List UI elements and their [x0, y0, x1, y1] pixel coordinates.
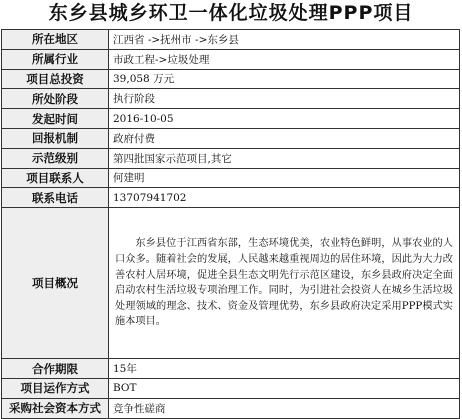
- row-value: 竞争性磋商: [109, 398, 460, 418]
- row-label: 项目联系人: [2, 168, 109, 188]
- row-label: 回报机制: [2, 128, 109, 148]
- project-overview-text: 东乡县位于江西省东部，生态环境优美，农业特色鲜明，从事农业的人口众多。随着社会的发展，人民越来越重视周边的居住环境，因此为大力改善农村人居环境，促进全县生态文明先行示范区建设，东乡县政府决定全面启动农村生活垃圾专项治理工作。同时，为引进社会投资人在城乡生活垃圾处理领域的理念、技术、资金及管理优势，东乡县政府决定采用PPP模式实施本项目。: [109, 208, 460, 359]
- table-row: [2, 359, 460, 379]
- row-label: 项目运作方式: [2, 378, 109, 398]
- table-row: [2, 188, 460, 208]
- row-value: BOT: [109, 378, 460, 398]
- row-value: 2016-10-05: [109, 109, 460, 129]
- row-value: 执行阶段: [109, 89, 460, 109]
- row-label: 项目总投资: [2, 69, 109, 89]
- row-value: 13707941702: [109, 188, 460, 208]
- table-row: [2, 378, 460, 398]
- row-value: 何建明: [109, 168, 460, 188]
- page-title: 东乡县城乡环卫一体化垃圾处理PPP项目: [48, 2, 414, 24]
- table-row: [2, 109, 460, 129]
- row-value: 39,058 万元: [109, 69, 460, 89]
- row-value: 江西省 ->抚州市 ->东乡县: [109, 30, 460, 50]
- table-row: [2, 148, 460, 168]
- row-label: 所在地区: [2, 30, 109, 50]
- table-row: [2, 208, 460, 359]
- table-row: [2, 89, 460, 109]
- row-label: 合作期限: [2, 359, 109, 379]
- table-row: [2, 49, 460, 69]
- row-label: 联系电话: [2, 188, 109, 208]
- row-label: 项目概况: [2, 208, 109, 359]
- project-info-table: [1, 29, 460, 419]
- table-row: [2, 398, 460, 418]
- table-row: [2, 69, 460, 89]
- row-label: 所属行业: [2, 49, 109, 69]
- row-value: 市政工程->垃圾处理: [109, 49, 460, 69]
- row-label: 示范级别: [2, 148, 109, 168]
- row-label: 发起时间: [2, 109, 109, 129]
- table-row: [2, 30, 460, 50]
- row-value: 15年: [109, 359, 460, 379]
- row-label: 采购社会资本方式: [2, 398, 109, 418]
- table-row: [2, 128, 460, 148]
- row-label: 所处阶段: [2, 89, 109, 109]
- row-value: 政府付费: [109, 128, 460, 148]
- row-value: 第四批国家示范项目,其它: [109, 148, 460, 168]
- table-row: [2, 168, 460, 188]
